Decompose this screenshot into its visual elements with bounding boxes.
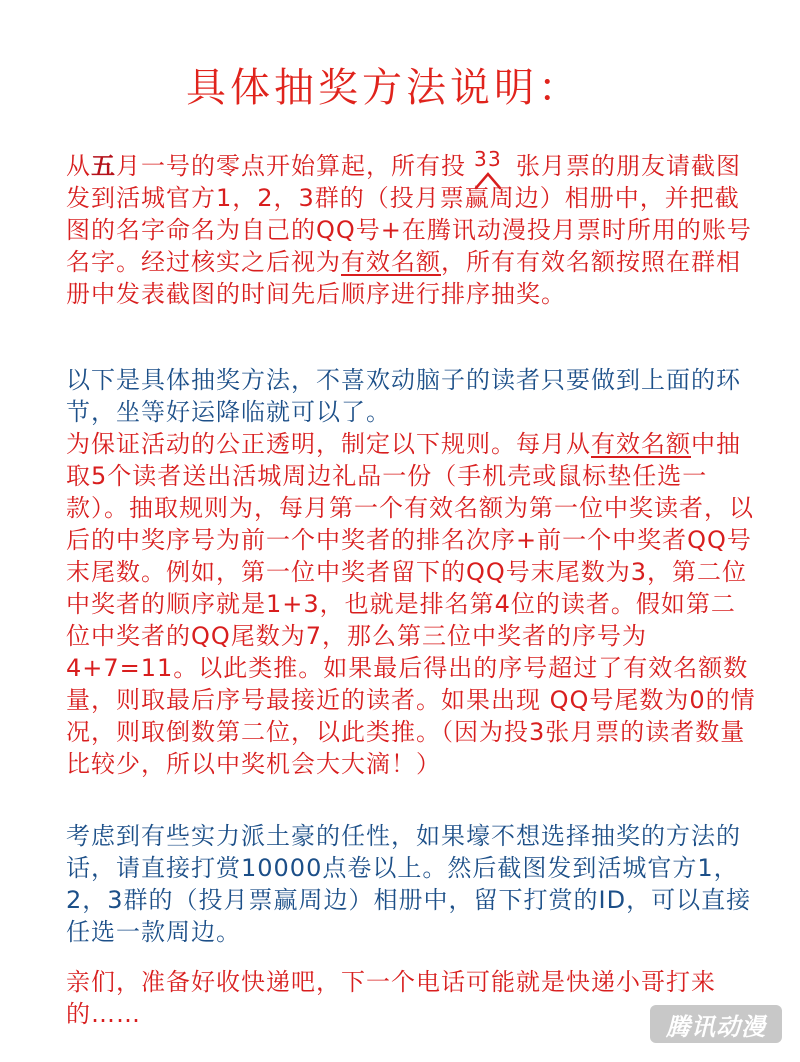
paragraph-intro-method: 以下是具体抽奖方法，不喜欢动脑子的读者只要做到上面的环节，坐等好运降临就可以了。 xyxy=(66,366,741,426)
insert-mark-label-2: 3 xyxy=(488,147,501,171)
p1-part-a: 从 xyxy=(66,152,91,180)
p1-five: 五 xyxy=(91,152,116,180)
p3-valid-quota: 有效名额 xyxy=(591,430,691,458)
p1-part-b: 月一号的零点开始算起，所有投 xyxy=(116,152,466,180)
paragraph-entry-rules xyxy=(66,150,756,310)
p1-valid-quota: 有效名额 xyxy=(341,248,441,276)
watermark-logo xyxy=(650,1005,782,1043)
p3-part-b: 中抽取5个读者送出活城周边礼品一份（手机壳或鼠标垫任选一款）。抽取规则为，每月第一个有效名额为第一位中奖读者，以后的中奖序号为前一个中奖者的排名次序+前一个中奖者QQ号末尾数。例如，第一位中奖者留下的QQ号末尾数为3，第二位中奖者的顺序就是1+3，也就是排名第4位的读者。假如第二位中奖者的QQ尾数为7，那么第三位中奖者的序号为4+7=11。以此类推。如果最后得出的序号超过了有效名额数量，则取最后序号最接近的读者。如果出现 QQ号尾数为0的情况，则取倒数第二位，以此类推。（因为投3张月票的读者数量比较少，所以中奖机会大大滴！） xyxy=(66,430,756,778)
paragraph-draw-rules xyxy=(66,428,756,780)
p1-part-d: ，所有有效名额按照在群相册中发表截图的时间先后顺序进行排序抽奖。 xyxy=(66,248,741,308)
page-title: 具体抽奖方法说明： xyxy=(186,65,582,111)
insert-mark-label: 3 xyxy=(474,147,487,171)
paragraph-closing: 亲们，准备好收快递吧，下一个电话可能就是快递小哥打来的…… xyxy=(66,968,716,1028)
p1-part-c: 张月票的朋友请截图发到活城官方1，2，3群的（投月票赢周边）相册中，并把截图的名字命名为自己的QQ号+在腾讯动漫投月票时所用的账号名字。经过核实之后视为 xyxy=(66,152,752,276)
p3-part-a: 为保证活动的公正透明，制定以下规则。每月从 xyxy=(66,430,591,458)
watermark-text: 腾讯动漫 xyxy=(666,1013,766,1041)
paragraph-tipping-option: 考虑到有些实力派土豪的任性，如果壕不想选择抽奖的方法的话，请直接打赏10000点卷以上。然后截图发到活城官方1，2，3群的（投月票赢周边）相册中，留下打赏的ID，可以直接任选一款周边。 xyxy=(66,822,752,946)
